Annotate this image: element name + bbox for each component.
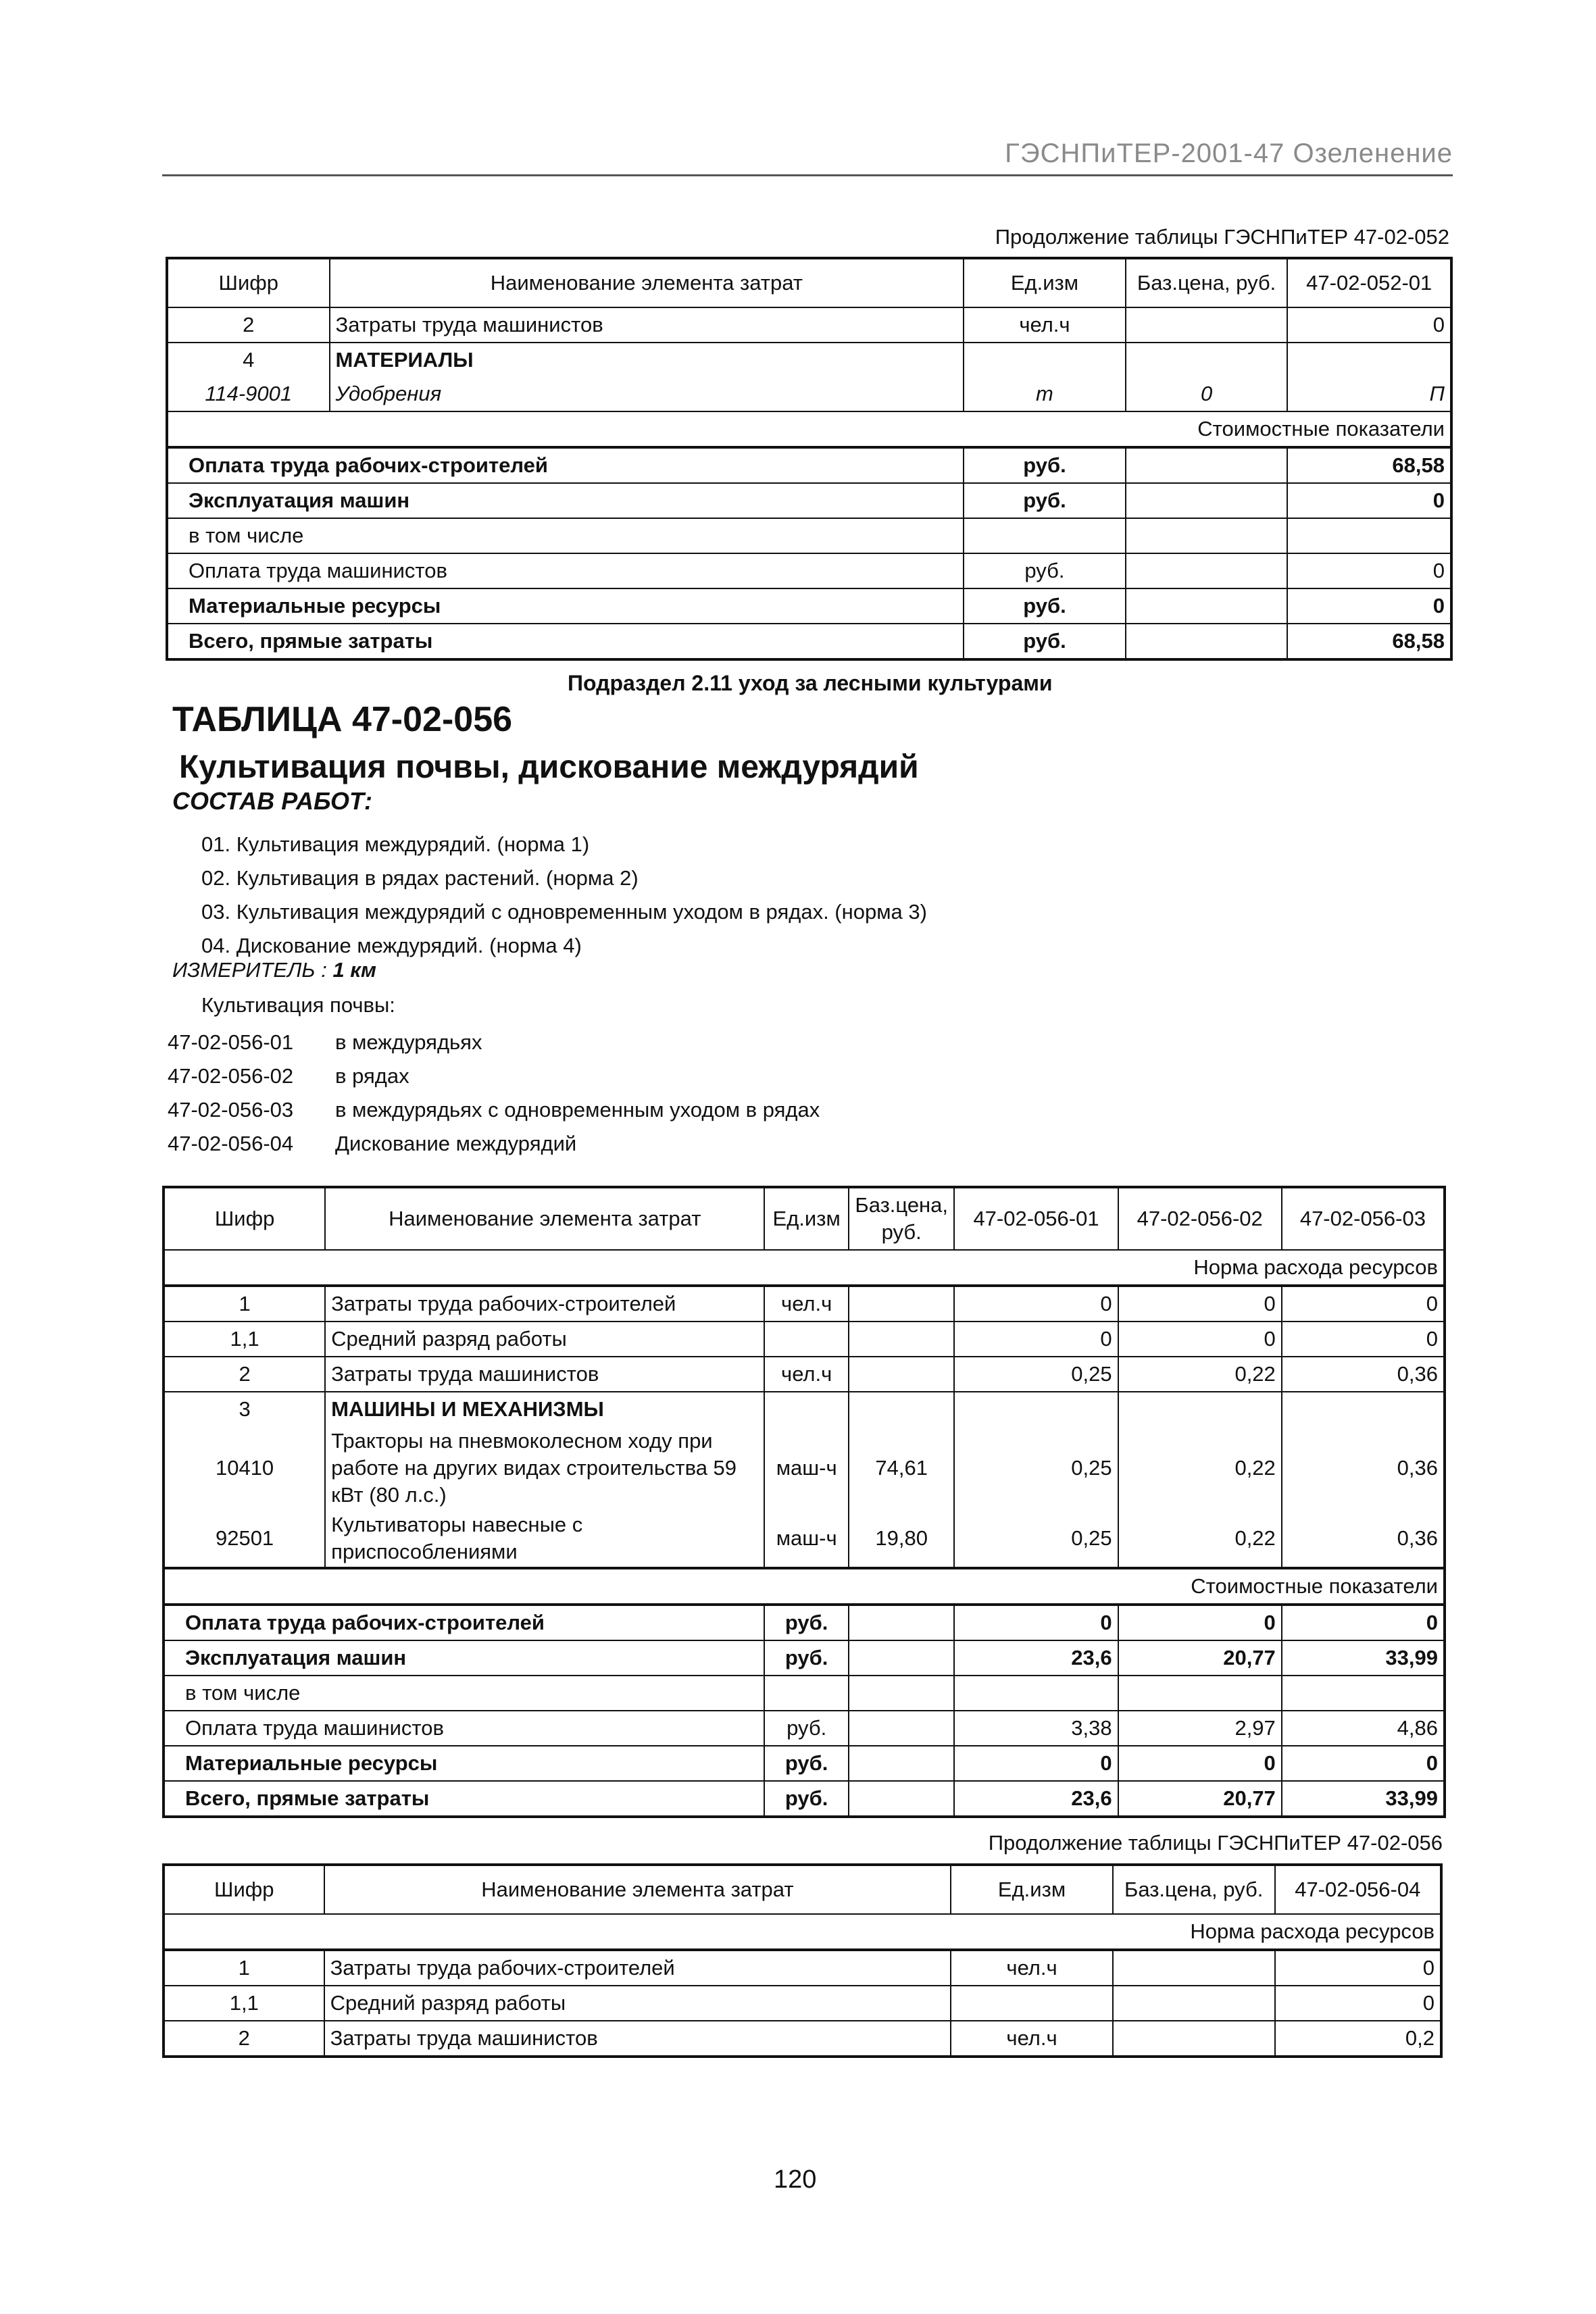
cost-row [164, 1746, 1445, 1781]
cost-label: Оплата труда машинистов [167, 553, 964, 588]
cost-price [1126, 518, 1288, 553]
cell: Затраты труда рабочих-строителей [325, 1286, 764, 1322]
cost-value: 0 [954, 1746, 1118, 1781]
cost-row [167, 624, 1451, 659]
list-item [168, 1026, 820, 1059]
cell [849, 1286, 954, 1322]
cost-value: 20,77 [1118, 1640, 1282, 1676]
cost-value: 2,97 [1118, 1711, 1282, 1746]
list-item [168, 1093, 820, 1127]
cell: 4 [167, 343, 330, 377]
cell [849, 1357, 954, 1392]
cell [954, 1392, 1118, 1426]
col-header: Наименование элемента затрат [325, 1187, 764, 1250]
running-header: ГЭСНПиТЕР-2001-47 Озеленение [162, 132, 1453, 176]
cost-value [1118, 1676, 1282, 1711]
col-header: Баз.цена, руб. [1113, 1865, 1275, 1914]
col-header: Шифр [167, 258, 330, 307]
col-header: Баз.цена, руб. [849, 1187, 954, 1250]
cost-label: Всего, прямые затраты [164, 1781, 764, 1817]
col-header: 47-02-056-03 [1282, 1187, 1445, 1250]
cost-price [849, 1640, 954, 1676]
cost-unit: руб. [964, 588, 1126, 624]
page-number: 120 [774, 2165, 817, 2194]
cost-value: 0 [1118, 1605, 1282, 1640]
cost-price [1126, 624, 1288, 659]
cost-row [167, 588, 1451, 624]
cell: Затраты труда рабочих-строителей [324, 1950, 951, 1986]
cost-value [1282, 1676, 1445, 1711]
col-header: 47-02-052-01 [1287, 258, 1451, 307]
cost-row [164, 1676, 1445, 1711]
cost-label: в том числе [164, 1676, 764, 1711]
cost-value: 23,6 [954, 1640, 1118, 1676]
cost-unit: руб. [764, 1711, 849, 1746]
cost-value [1287, 518, 1451, 553]
cell [849, 1392, 954, 1426]
cell: 1,1 [164, 1322, 325, 1357]
norm-code: 47-02-056-01 [168, 1030, 294, 1054]
cost-label: Материальные ресурсы [164, 1746, 764, 1781]
cell [1287, 343, 1451, 377]
norm-code: 47-02-056-02 [168, 1064, 294, 1088]
cell [764, 1322, 849, 1357]
cost-label: Оплата труда рабочих-строителей [164, 1605, 764, 1640]
norm-desc: в междурядьях с одновременным уходом в рядах [335, 1098, 820, 1122]
cell: 0 [1282, 1286, 1445, 1322]
cost-row [167, 553, 1451, 588]
table-row [164, 2021, 1441, 2057]
cost-label: Всего, прямые затраты [167, 624, 964, 659]
cost-value: 0 [1287, 588, 1451, 624]
table-title: ТАБЛИЦА 47-02-056 [172, 700, 513, 739]
cost-price [849, 1605, 954, 1640]
cell: МАТЕРИАЛЫ [330, 343, 964, 377]
cost-price [849, 1676, 954, 1711]
cell: 0 [954, 1286, 1118, 1322]
cost-value: 0 [954, 1605, 1118, 1640]
table-head-row [164, 1865, 1441, 1914]
cost-label: Эксплуатация машин [167, 483, 964, 518]
cost-header-row [164, 1568, 1445, 1605]
cell: чел.ч [964, 307, 1126, 343]
cost-value: 4,86 [1282, 1711, 1445, 1746]
cell: 1 [164, 1950, 324, 1986]
cell: 2 [164, 1357, 325, 1392]
cost-label: Материальные ресурсы [167, 588, 964, 624]
cost-value: 0 [1282, 1605, 1445, 1640]
cost-price [849, 1746, 954, 1781]
cell: 0,22 [1118, 1426, 1282, 1510]
cost-row [167, 483, 1451, 518]
cell: 0,25 [954, 1357, 1118, 1392]
cost-unit [764, 1676, 849, 1711]
work-composition-heading: СОСТАВ РАБОТ: [172, 787, 372, 815]
cell: маш-ч [764, 1510, 849, 1568]
table-47-02-056-continued [162, 1863, 1443, 2058]
cost-header-row [167, 411, 1451, 447]
cell: 0 [1118, 1322, 1282, 1357]
cell: 2 [164, 2021, 324, 2057]
table-row [164, 1426, 1445, 1510]
cell: 0,2 [1275, 2021, 1441, 2057]
cost-header: Стоимостные показатели [167, 411, 1451, 447]
cell: 1,1 [164, 1986, 324, 2021]
cost-price [1126, 588, 1288, 624]
col-header: Ед.изм [951, 1865, 1113, 1914]
cell [1126, 343, 1288, 377]
cost-unit: руб. [764, 1781, 849, 1817]
cell [1113, 1986, 1275, 2021]
col-header: 47-02-056-01 [954, 1187, 1118, 1250]
cost-value: 0 [1287, 553, 1451, 588]
table-row [164, 1510, 1445, 1568]
col-header: Ед.изм [764, 1187, 849, 1250]
table-row [164, 1286, 1445, 1322]
cell [764, 1392, 849, 1426]
cell: П [1287, 377, 1451, 411]
col-header: 47-02-056-04 [1275, 1865, 1441, 1914]
cell: Культиваторы навесные с приспособлениями [325, 1510, 764, 1568]
cost-value: 33,99 [1282, 1781, 1445, 1817]
table-row [167, 377, 1451, 411]
cost-value: 68,58 [1287, 447, 1451, 483]
cost-label: в том числе [167, 518, 964, 553]
cell [1126, 307, 1288, 343]
cell: 0,36 [1282, 1357, 1445, 1392]
cost-value: 0 [1118, 1746, 1282, 1781]
cell [1113, 2021, 1275, 2057]
measure-value: 1 км [332, 958, 376, 982]
cell: Затраты труда машинистов [324, 2021, 951, 2057]
table-56-caption: Продолжение таблицы ГЭСНПиТЕР 47-02-056 [988, 1831, 1443, 1855]
cost-row [164, 1605, 1445, 1640]
cell: чел.ч [951, 2021, 1113, 2057]
col-header: Шифр [164, 1865, 324, 1914]
table-row [164, 1950, 1441, 1986]
cell: 0 [1118, 1286, 1282, 1322]
cost-unit: руб. [764, 1746, 849, 1781]
cell [951, 1986, 1113, 2021]
table-47-02-056 [162, 1186, 1446, 1818]
cost-value: 33,99 [1282, 1640, 1445, 1676]
cell: Затраты труда машинистов [325, 1357, 764, 1392]
col-header: Баз.цена, руб. [1126, 258, 1288, 307]
table-row [164, 1322, 1445, 1357]
table-47-02-052 [166, 257, 1453, 661]
norm-header-row [164, 1914, 1441, 1950]
norm-desc: в междурядьях [335, 1030, 482, 1054]
cost-price [849, 1711, 954, 1746]
table-row [164, 1357, 1445, 1392]
cost-row [164, 1781, 1445, 1817]
cell: Тракторы на пневмоколесном ходу при работе на других видах строительства 59 кВт (80 л.с.) [325, 1426, 764, 1510]
col-header: Наименование элемента затрат [330, 258, 964, 307]
table-subtitle: Культивация почвы, дискование междурядий [179, 749, 919, 785]
cost-unit: руб. [964, 447, 1126, 483]
measure-unit [172, 958, 376, 982]
cell: 19,80 [849, 1510, 954, 1568]
cost-row [167, 518, 1451, 553]
cell: 0 [954, 1322, 1118, 1357]
cell: 0,36 [1282, 1510, 1445, 1568]
work-steps-list [201, 828, 927, 963]
work-step: 01. Культивация междурядий. (норма 1) [201, 832, 590, 856]
cell [1118, 1392, 1282, 1426]
table-row [164, 1392, 1445, 1426]
col-header: 47-02-056-02 [1118, 1187, 1282, 1250]
cell [1113, 1950, 1275, 1986]
cell: Средний разряд работы [324, 1986, 951, 2021]
table-head-row [167, 258, 1451, 307]
cost-label: Оплата труда рабочих-строителей [167, 447, 964, 483]
list-item [168, 1059, 820, 1093]
table-row [167, 307, 1451, 343]
norm-code: 47-02-056-04 [168, 1132, 294, 1155]
cell: 0,22 [1118, 1510, 1282, 1568]
cost-value: 23,6 [954, 1781, 1118, 1817]
cost-value: 0 [1282, 1746, 1445, 1781]
cell: 0 [1287, 307, 1451, 343]
norm-desc: в рядах [335, 1064, 409, 1088]
cost-row [164, 1711, 1445, 1746]
cell: 2 [167, 307, 330, 343]
cell [964, 343, 1126, 377]
cost-unit [964, 518, 1126, 553]
cost-header: Стоимостные показатели [164, 1568, 1445, 1605]
cost-unit: руб. [764, 1640, 849, 1676]
cell: Удобрения [330, 377, 964, 411]
work-step: 03. Культивация междурядий с одновременным уходом в рядах. (норма 3) [201, 900, 927, 924]
cell: МАШИНЫ И МЕХАНИЗМЫ [325, 1392, 764, 1426]
norm-desc: Дискование междурядий [335, 1132, 577, 1155]
cell: Средний разряд работы [325, 1322, 764, 1357]
cost-value: 3,38 [954, 1711, 1118, 1746]
work-step: 04. Дискование междурядий. (норма 4) [201, 934, 582, 957]
cell: 1 [164, 1286, 325, 1322]
norm-header: Норма расхода ресурсов [164, 1250, 1445, 1286]
norm-code: 47-02-056-03 [168, 1098, 294, 1122]
cost-unit: руб. [964, 553, 1126, 588]
cell: 0 [1282, 1322, 1445, 1357]
cost-value: 20,77 [1118, 1781, 1282, 1817]
cell: 114-9001 [167, 377, 330, 411]
cost-price [849, 1781, 954, 1817]
cell: 3 [164, 1392, 325, 1426]
cost-unit: руб. [964, 483, 1126, 518]
norm-header-row [164, 1250, 1445, 1286]
cultivation-label: Культивация почвы: [201, 993, 395, 1017]
cell: чел.ч [951, 1950, 1113, 1986]
col-header: Шифр [164, 1187, 325, 1250]
cell: 0,36 [1282, 1426, 1445, 1510]
work-step: 02. Культивация в рядах растений. (норма 2) [201, 866, 639, 890]
cell [1282, 1392, 1445, 1426]
cost-label: Эксплуатация машин [164, 1640, 764, 1676]
measure-label: ИЗМЕРИТЕЛЬ : [172, 958, 327, 982]
cost-row [164, 1640, 1445, 1676]
col-header: Наименование элемента затрат [324, 1865, 951, 1914]
cell: т [964, 377, 1126, 411]
cell: 0 [1275, 1950, 1441, 1986]
cell: чел.ч [764, 1286, 849, 1322]
cell: 0 [1275, 1986, 1441, 2021]
cell: чел.ч [764, 1357, 849, 1392]
cell: 74,61 [849, 1426, 954, 1510]
cell [849, 1322, 954, 1357]
norm-header: Норма расхода ресурсов [164, 1914, 1441, 1950]
subsection-heading: Подраздел 2.11 уход за лесными культурами [568, 671, 1053, 695]
cost-label: Оплата труда машинистов [164, 1711, 764, 1746]
cost-value: 0 [1287, 483, 1451, 518]
cost-price [1126, 553, 1288, 588]
cell: маш-ч [764, 1426, 849, 1510]
cell: 10410 [164, 1426, 325, 1510]
cell: 0,22 [1118, 1357, 1282, 1392]
cost-value [954, 1676, 1118, 1711]
cell: 0,25 [954, 1510, 1118, 1568]
cost-unit: руб. [764, 1605, 849, 1640]
cell: Затраты труда машинистов [330, 307, 964, 343]
list-item [168, 1127, 820, 1161]
col-header: Ед.изм [964, 258, 1126, 307]
cell: 0,25 [954, 1426, 1118, 1510]
cell: 0 [1126, 377, 1288, 411]
cost-price [1126, 483, 1288, 518]
cost-row [167, 447, 1451, 483]
norm-codes-list [168, 1026, 820, 1161]
cost-price [1126, 447, 1288, 483]
table-row [164, 1986, 1441, 2021]
table-52-caption: Продолжение таблицы ГЭСНПиТЕР 47-02-052 [995, 225, 1449, 249]
cell: 92501 [164, 1510, 325, 1568]
cost-value: 68,58 [1287, 624, 1451, 659]
table-head-row [164, 1187, 1445, 1250]
cost-unit: руб. [964, 624, 1126, 659]
table-row [167, 343, 1451, 377]
